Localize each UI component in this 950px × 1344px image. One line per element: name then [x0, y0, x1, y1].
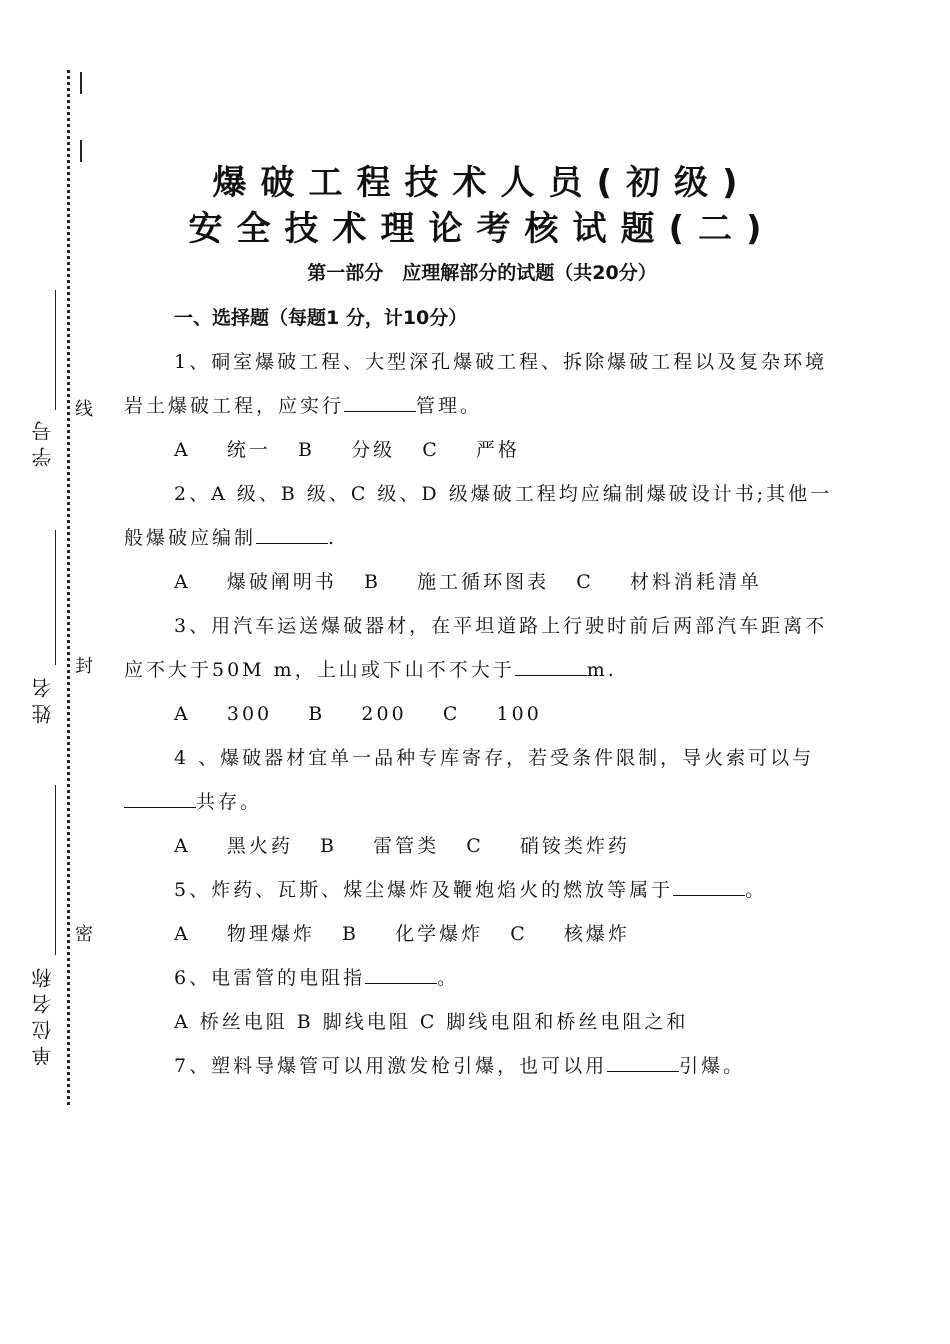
question-1: [124, 340, 840, 472]
question-options: A 黑火药 B 雷管类 C 硝铵类炸药: [174, 835, 630, 857]
answer-blank[interactable]: [607, 1051, 679, 1072]
exam-content: [124, 160, 840, 1088]
question-number: 7: [174, 1055, 190, 1077]
student-id-line: [55, 290, 56, 410]
question-2: [124, 472, 840, 604]
seal-char-secret: 密: [75, 924, 93, 945]
unit-name-line: [55, 785, 56, 955]
question-stem: 、用汽车运送爆破器材，在平坦道路上行驶时前后两部汽车距离不应不大于50M m，上山或下山不不大于: [124, 615, 828, 681]
answer-blank[interactable]: [515, 655, 587, 676]
question-4: [124, 736, 840, 868]
question-options: A 统一 B 分级 C 严格: [174, 439, 520, 461]
question-5: [124, 868, 840, 956]
question-stem: 、炸药、瓦斯、煤尘爆炸及鞭炮焰火的燃放等属于: [189, 879, 674, 901]
question-tail: 引爆。: [679, 1055, 746, 1077]
question-stem: 、电雷管的电阻指: [189, 967, 366, 989]
question-options: A 爆破阐明书 B 施工循环图表 C 材料消耗清单: [174, 571, 762, 593]
question-text: [124, 340, 840, 428]
section-heading: 一、选择题（每题1 分，计10分）: [174, 307, 468, 329]
question-7: [124, 1044, 840, 1088]
question-tail: .: [328, 527, 338, 549]
margin-tick: [80, 140, 82, 162]
question-tail: 共存。: [196, 791, 263, 813]
question-number: 3: [174, 615, 190, 637]
question-text: [124, 956, 840, 1000]
question-number: 5: [174, 879, 190, 901]
question-text: [124, 868, 840, 912]
part-heading: 第一部分 应理解部分的试题（共20分）: [307, 262, 657, 284]
name-label: 姓名: [31, 672, 55, 724]
question-text: [124, 472, 840, 560]
question-text: [124, 736, 840, 824]
question-tail: 。: [437, 967, 460, 989]
binding-dotted-line: [67, 70, 70, 1105]
question-tail: 。: [745, 879, 768, 901]
seal-char-line: 线: [75, 399, 93, 420]
question-stem: 、硐室爆破工程、大型深孔爆破工程、拆除爆破工程以及复杂环境岩土爆破工程，应实行: [124, 351, 828, 417]
question-list: [124, 340, 840, 1088]
seal-char-seal: 封: [75, 656, 93, 677]
question-number: 1: [174, 351, 190, 373]
answer-blank[interactable]: [365, 963, 437, 984]
exam-title-line2: 安全技术理论考核试题(二): [188, 209, 776, 249]
margin-tick: [80, 72, 82, 94]
question-options: A 300 B 200 C 100: [174, 703, 542, 725]
question-options: A 物理爆炸 B 化学爆炸 C 核爆炸: [174, 923, 630, 945]
exam-title-line1: 爆破工程技术人员(初级): [212, 163, 752, 203]
answer-blank[interactable]: [673, 875, 745, 896]
question-stem: 、塑料导爆管可以用激发枪引爆，也可以用: [189, 1055, 608, 1077]
binding-margin: [0, 0, 110, 1344]
question-tail: m.: [586, 659, 617, 681]
question-3: [124, 604, 840, 736]
question-number: 2: [174, 483, 190, 505]
name-line: [55, 530, 56, 665]
answer-blank[interactable]: [124, 787, 196, 808]
question-number: 6: [174, 967, 190, 989]
student-id-label: 学号: [31, 415, 55, 467]
question-number: 4: [174, 747, 190, 769]
question-text: [124, 1044, 840, 1088]
unit-name-label: 单位名称: [31, 962, 55, 1066]
question-text: [124, 604, 840, 692]
question-options: A 桥丝电阻 B 脚线电阻 C 脚线电阻和桥丝电阻之和: [174, 1011, 689, 1033]
answer-blank[interactable]: [256, 523, 328, 544]
question-stem: 、A 级、B 级、C 级、D 级爆破工程均应编制爆破设计书;其他一般爆破应编制: [124, 483, 833, 549]
question-tail: 管理。: [416, 395, 483, 417]
question-6: [124, 956, 840, 1044]
question-stem: 、爆破器材宜单一品种专库寄存，若受条件限制，导火索可以与: [189, 747, 815, 769]
answer-blank[interactable]: [344, 391, 416, 412]
